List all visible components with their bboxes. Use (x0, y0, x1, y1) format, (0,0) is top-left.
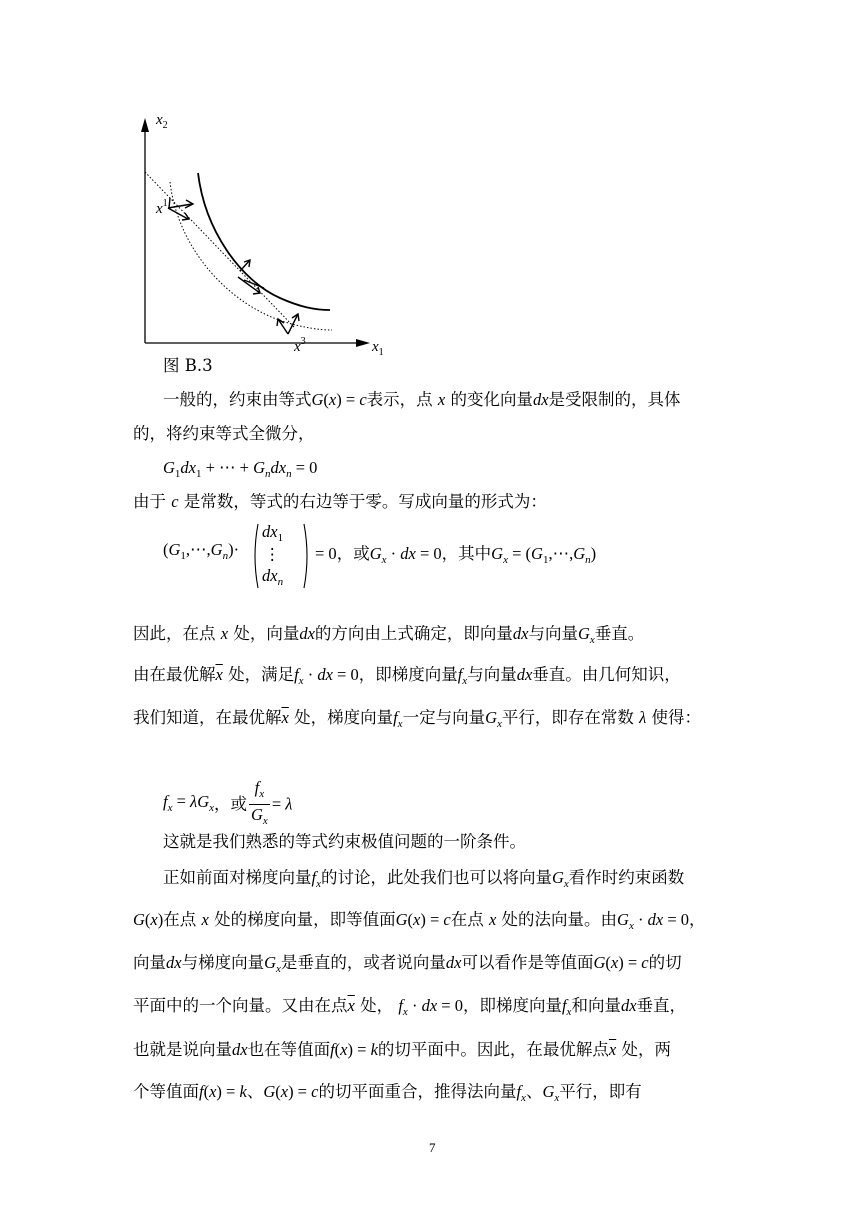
total-differential-equation: $G_1dx_1$ + ⋯ + $G_ndx_n = 0$ (163, 458, 318, 480)
para-3: 因此，在点 x 处，向量dx的方向由上式确定，即向量dx与向量$G_x$垂直。 (133, 624, 645, 646)
gradient-arrows-x1 (168, 198, 193, 220)
vector-equation-lhs: $(G_1,\cdots,G_n)\cdot$ (163, 540, 240, 562)
para-6-line-5: 也就是说向量dx也在等值面f(x) = k的切平面中。因此，在最优解点$\overline{x}$ 处，两 (133, 1040, 671, 1059)
para-1-line-2: 的，将约束等式全微分， (133, 424, 315, 443)
para-6-line-1: 正如前面对梯度向量$f_x$的讨论，此处我们也可以将向量$G_x$看作时约束函数 (163, 868, 685, 890)
column-vector-entry-1: $dx_1$ (262, 522, 284, 544)
constraint-curve (198, 173, 330, 310)
lagrange-condition: $f_x = \lambda G_x$，或 $\frac{f_x}{G_x}$ = λ (163, 778, 293, 827)
para-6-line-2: G(x)在点 x 处的梯度向量，即等值面G(x) = c在点 x 处的法向量。由$G_x$ · dx = 0， (133, 910, 706, 932)
gradient-arrows-mid (238, 260, 264, 294)
point-x3-label: $x^3$ (294, 336, 306, 355)
x-axis-label: $x_1$ (372, 339, 384, 358)
page-number: 7 (429, 1140, 436, 1155)
para-2: 由于 c 是常数，等式的右边等于零。写成向量的形式为： (133, 492, 547, 511)
gradient-arrows-x3 (277, 314, 299, 334)
y-axis-label: $x_2$ (156, 112, 168, 131)
para-4-line-1: 由在最优解$\overline{x}$ 处，满足$f_x$ · dx = 0，即梯度向量$f_x$与向量dx垂直。由几何知识， (133, 665, 681, 687)
vector-equation-rhs: = 0，或$G_x$ · dx = 0，其中$G_x$ = $(G_1,\cdots,G_n)$ (315, 544, 597, 566)
para-6-line-6: 个等值面f(x) = k、G(x) = c的切平面重合，推得法向量$f_x$、$G_x$平行，即有 (133, 1082, 642, 1104)
column-vector-vdots: ⋮ (264, 545, 281, 564)
para-4-line-2: 我们知道，在最优解$\overline{x}$ 处，梯度向量$f_x$一定与向量$G_x$平行，即存在常数 λ 使得： (133, 708, 702, 730)
y-axis-arrow-icon (141, 118, 149, 132)
x-axis-arrow-icon (356, 339, 370, 347)
dotted-line (145, 172, 295, 328)
figure-b3 (120, 100, 400, 362)
point-x1-label: $x^1$ (156, 198, 168, 217)
para-1-line-1: 一般的，约束由等式G(x) = c表示，点 x 的变化向量dx是受限制的，具体 (163, 390, 681, 409)
para-6-line-3: 向量dx与梯度向量$G_x$是垂直的，或者说向量dx可以看作是等值面G(x) = c的切 (133, 953, 682, 975)
figure-caption: 图 B.3 (163, 356, 213, 375)
column-vector-entry-n: $dx_n$ (262, 566, 284, 588)
para-6-line-4: 平面中的一个向量。又由在点$\overline{x}$ 处， $f_x$ · dx = 0，即梯度向量$f_x$和向量dx垂直， (133, 996, 687, 1018)
para-5: 这就是我们熟悉的等式约束极值问题的一阶条件。 (163, 832, 526, 851)
